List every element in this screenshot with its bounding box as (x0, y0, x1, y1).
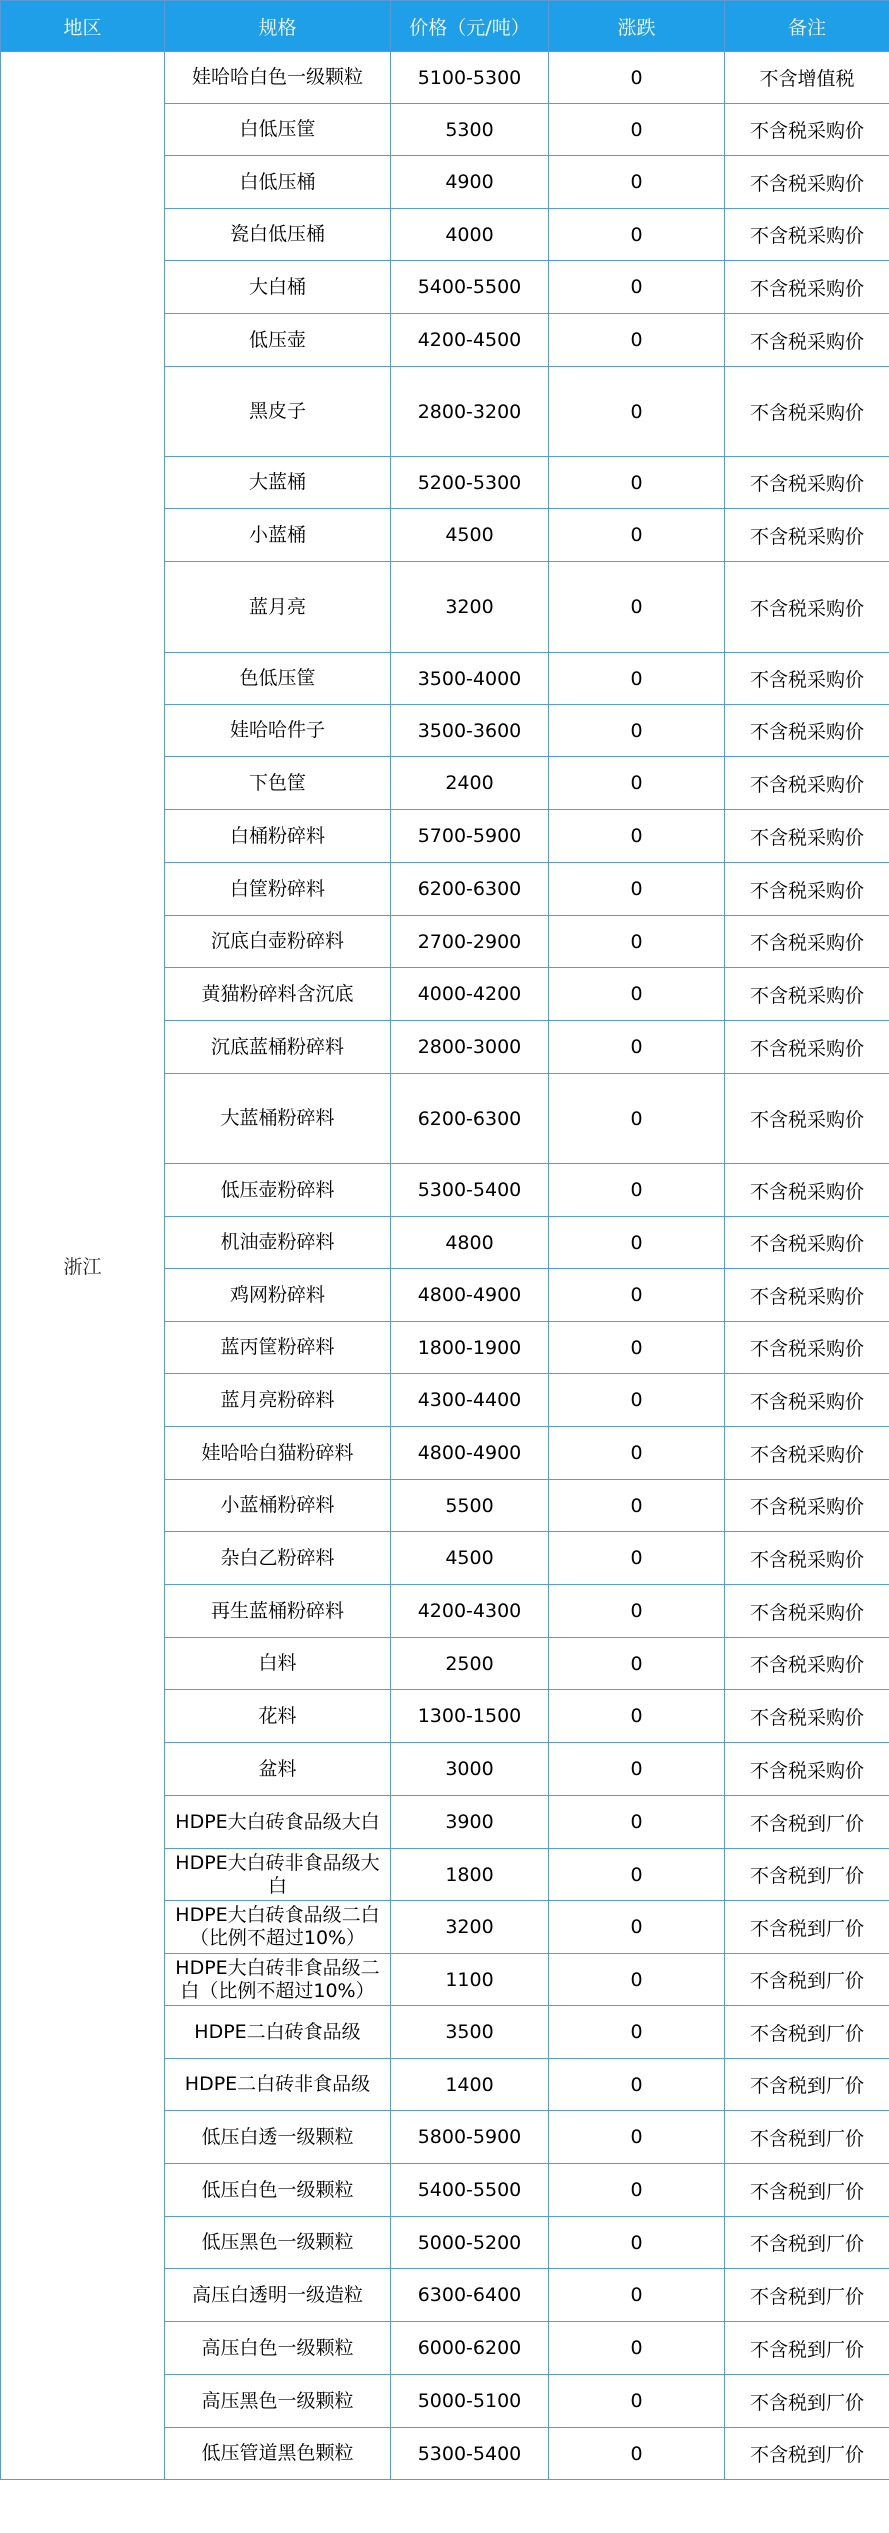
price-cell: 6200-6300 (391, 863, 549, 916)
spec-cell: 大白桶 (165, 261, 391, 314)
price-cell: 5000-5100 (391, 2375, 549, 2428)
price-cell: 2400 (391, 757, 549, 810)
change-cell: 0 (549, 1585, 725, 1638)
change-cell: 0 (549, 2269, 725, 2322)
note-cell: 不含税采购价 (725, 209, 889, 261)
spec-cell: 高压白透明一级造粒 (165, 2269, 391, 2322)
change-cell: 0 (549, 1901, 725, 1954)
spec-cell: 白桶粉碎料 (165, 810, 391, 863)
price-cell: 5000-5200 (391, 2217, 549, 2269)
spec-cell: 低压白色一级颗粒 (165, 2164, 391, 2217)
note-cell: 不含税到厂价 (725, 2006, 889, 2059)
change-cell: 0 (549, 1796, 725, 1849)
note-cell: 不含税采购价 (725, 757, 889, 810)
change-cell: 0 (549, 509, 725, 562)
spec-cell: 娃哈哈白色一级颗粒 (165, 52, 391, 104)
price-cell: 2500 (391, 1638, 549, 1690)
note-cell: 不含税采购价 (725, 705, 889, 757)
change-cell: 0 (549, 1164, 725, 1217)
spec-cell: 黑皮子 (165, 367, 391, 457)
spec-cell: 低压白透一级颗粒 (165, 2111, 391, 2164)
note-cell: 不含税采购价 (725, 1427, 889, 1480)
change-cell: 0 (549, 653, 725, 705)
spec-cell: 盆料 (165, 1743, 391, 1796)
spec-cell: 蓝月亮 (165, 562, 391, 653)
spec-cell: 杂白乙粉碎料 (165, 1532, 391, 1585)
header-note: 备注 (725, 1, 889, 52)
price-cell: 4200-4300 (391, 1585, 549, 1638)
spec-cell: HDPE二白砖食品级 (165, 2006, 391, 2059)
change-cell: 0 (549, 1743, 725, 1796)
price-cell: 5100-5300 (391, 52, 549, 104)
price-cell: 3500-3600 (391, 705, 549, 757)
price-cell: 1800-1900 (391, 1322, 549, 1374)
spec-cell: 黄猫粉碎料含沉底 (165, 968, 391, 1021)
change-cell: 0 (549, 314, 725, 367)
spec-cell: HDPE二白砖非食品级 (165, 2059, 391, 2111)
change-cell: 0 (549, 1074, 725, 1164)
note-cell: 不含税到厂价 (725, 2217, 889, 2269)
note-cell: 不含税采购价 (725, 863, 889, 916)
note-cell: 不含税采购价 (725, 916, 889, 968)
note-cell: 不含税采购价 (725, 1021, 889, 1074)
price-cell: 1300-1500 (391, 1690, 549, 1743)
note-cell: 不含税采购价 (725, 104, 889, 156)
note-cell: 不含税采购价 (725, 1480, 889, 1532)
spec-cell: HDPE大白砖非食品级大白 (165, 1849, 391, 1901)
change-cell: 0 (549, 2428, 725, 2480)
price-cell: 6300-6400 (391, 2269, 549, 2322)
price-cell: 6000-6200 (391, 2322, 549, 2375)
note-cell: 不含税到厂价 (725, 2428, 889, 2480)
price-cell: 4300-4400 (391, 1374, 549, 1427)
change-cell: 0 (549, 1322, 725, 1374)
spec-cell: 瓷白低压桶 (165, 209, 391, 261)
spec-cell: 沉底白壶粉碎料 (165, 916, 391, 968)
price-cell: 2800-3000 (391, 1021, 549, 1074)
change-cell: 0 (549, 2164, 725, 2217)
change-cell: 0 (549, 1269, 725, 1322)
spec-cell: 低压管道黑色颗粒 (165, 2428, 391, 2480)
price-cell: 3900 (391, 1796, 549, 1849)
note-cell: 不含税采购价 (725, 1532, 889, 1585)
change-cell: 0 (549, 1021, 725, 1074)
price-cell: 5400-5500 (391, 261, 549, 314)
price-cell: 4500 (391, 509, 549, 562)
price-cell: 4900 (391, 156, 549, 209)
change-cell: 0 (549, 916, 725, 968)
header-region: 地区 (1, 1, 165, 52)
price-cell: 4000-4200 (391, 968, 549, 1021)
spec-cell: 低压黑色一级颗粒 (165, 2217, 391, 2269)
change-cell: 0 (549, 810, 725, 863)
price-cell: 1400 (391, 2059, 549, 2111)
change-cell: 0 (549, 52, 725, 104)
table-row (1, 52, 889, 104)
note-cell: 不含税到厂价 (725, 1849, 889, 1901)
change-cell: 0 (549, 156, 725, 209)
spec-cell: 小蓝桶粉碎料 (165, 1480, 391, 1532)
note-cell: 不含税到厂价 (725, 2111, 889, 2164)
change-cell: 0 (549, 757, 725, 810)
spec-cell: HDPE大白砖食品级大白 (165, 1796, 391, 1849)
note-cell: 不含税采购价 (725, 1743, 889, 1796)
change-cell: 0 (549, 2322, 725, 2375)
spec-cell: 蓝丙筐粉碎料 (165, 1322, 391, 1374)
price-cell: 5300 (391, 104, 549, 156)
header-price: 价格（元/吨） (391, 1, 549, 52)
spec-cell: 机油壶粉碎料 (165, 1217, 391, 1269)
note-cell: 不含税采购价 (725, 562, 889, 653)
change-cell: 0 (549, 1217, 725, 1269)
price-cell: 4800-4900 (391, 1269, 549, 1322)
spec-cell: 白低压筐 (165, 104, 391, 156)
price-cell: 3000 (391, 1743, 549, 1796)
change-cell: 0 (549, 104, 725, 156)
note-cell: 不含税采购价 (725, 968, 889, 1021)
spec-cell: 低压壶粉碎料 (165, 1164, 391, 1217)
price-cell: 4800 (391, 1217, 549, 1269)
spec-cell: 下色筐 (165, 757, 391, 810)
header-row (1, 1, 889, 52)
spec-cell: 白筐粉碎料 (165, 863, 391, 916)
spec-cell: 鸡网粉碎料 (165, 1269, 391, 1322)
note-cell: 不含税到厂价 (725, 1954, 889, 2006)
region-cell: 浙江 (1, 52, 165, 2480)
price-cell: 5200-5300 (391, 457, 549, 509)
price-cell: 1800 (391, 1849, 549, 1901)
spec-cell: 再生蓝桶粉碎料 (165, 1585, 391, 1638)
note-cell: 不含增值税 (725, 52, 889, 104)
change-cell: 0 (549, 209, 725, 261)
note-cell: 不含税采购价 (725, 1585, 889, 1638)
price-cell: 5800-5900 (391, 2111, 549, 2164)
spec-cell: HDPE大白砖非食品级二白（比例不超过10%） (165, 1954, 391, 2006)
note-cell: 不含税采购价 (725, 653, 889, 705)
price-cell: 6200-6300 (391, 1074, 549, 1164)
note-cell: 不含税采购价 (725, 1164, 889, 1217)
change-cell: 0 (549, 562, 725, 653)
spec-cell: 白低压桶 (165, 156, 391, 209)
spec-cell: 娃哈哈白猫粉碎料 (165, 1427, 391, 1480)
note-cell: 不含税到厂价 (725, 2059, 889, 2111)
note-cell: 不含税到厂价 (725, 2375, 889, 2428)
spec-cell: 蓝月亮粉碎料 (165, 1374, 391, 1427)
note-cell: 不含税采购价 (725, 1638, 889, 1690)
note-cell: 不含税采购价 (725, 314, 889, 367)
note-cell: 不含税采购价 (725, 367, 889, 457)
note-cell: 不含税到厂价 (725, 2269, 889, 2322)
change-cell: 0 (549, 1849, 725, 1901)
price-cell: 2800-3200 (391, 367, 549, 457)
note-cell: 不含税采购价 (725, 1322, 889, 1374)
spec-cell: 高压白色一级颗粒 (165, 2322, 391, 2375)
price-cell: 3500-4000 (391, 653, 549, 705)
change-cell: 0 (549, 1480, 725, 1532)
spec-cell: 低压壶 (165, 314, 391, 367)
price-cell: 5400-5500 (391, 2164, 549, 2217)
price-cell: 3200 (391, 1901, 549, 1954)
price-cell: 4800-4900 (391, 1427, 549, 1480)
price-cell: 2700-2900 (391, 916, 549, 968)
note-cell: 不含税采购价 (725, 1374, 889, 1427)
change-cell: 0 (549, 2111, 725, 2164)
price-cell: 5300-5400 (391, 2428, 549, 2480)
change-cell: 0 (549, 2059, 725, 2111)
price-cell: 4200-4500 (391, 314, 549, 367)
note-cell: 不含税采购价 (725, 509, 889, 562)
change-cell: 0 (549, 705, 725, 757)
change-cell: 0 (549, 2375, 725, 2428)
note-cell: 不含税采购价 (725, 1217, 889, 1269)
price-cell: 4500 (391, 1532, 549, 1585)
price-cell: 3200 (391, 562, 549, 653)
spec-cell: 大蓝桶粉碎料 (165, 1074, 391, 1164)
note-cell: 不含税到厂价 (725, 1901, 889, 1954)
change-cell: 0 (549, 457, 725, 509)
change-cell: 0 (549, 1532, 725, 1585)
table-body (1, 52, 889, 2480)
price-cell: 1100 (391, 1954, 549, 2006)
change-cell: 0 (549, 2217, 725, 2269)
header-change: 涨跌 (549, 1, 725, 52)
change-cell: 0 (549, 1427, 725, 1480)
spec-cell: 花料 (165, 1690, 391, 1743)
spec-cell: 白料 (165, 1638, 391, 1690)
change-cell: 0 (549, 863, 725, 916)
spec-cell: 高压黑色一级颗粒 (165, 2375, 391, 2428)
note-cell: 不含税采购价 (725, 457, 889, 509)
note-cell: 不含税采购价 (725, 1074, 889, 1164)
spec-cell: 色低压筐 (165, 653, 391, 705)
note-cell: 不含税采购价 (725, 810, 889, 863)
change-cell: 0 (549, 968, 725, 1021)
note-cell: 不含税采购价 (725, 261, 889, 314)
change-cell: 0 (549, 1638, 725, 1690)
header-spec: 规格 (165, 1, 391, 52)
change-cell: 0 (549, 1690, 725, 1743)
price-cell: 3500 (391, 2006, 549, 2059)
note-cell: 不含税采购价 (725, 1690, 889, 1743)
change-cell: 0 (549, 1954, 725, 2006)
note-cell: 不含税采购价 (725, 1269, 889, 1322)
note-cell: 不含税到厂价 (725, 2164, 889, 2217)
spec-cell: 大蓝桶 (165, 457, 391, 509)
note-cell: 不含税到厂价 (725, 1796, 889, 1849)
spec-cell: 沉底蓝桶粉碎料 (165, 1021, 391, 1074)
spec-cell: HDPE大白砖食品级二白（比例不超过10%） (165, 1901, 391, 1954)
note-cell: 不含税到厂价 (725, 2322, 889, 2375)
price-cell: 5300-5400 (391, 1164, 549, 1217)
spec-cell: 小蓝桶 (165, 509, 391, 562)
price-cell: 4000 (391, 209, 549, 261)
change-cell: 0 (549, 2006, 725, 2059)
note-cell: 不含税采购价 (725, 156, 889, 209)
change-cell: 0 (549, 367, 725, 457)
change-cell: 0 (549, 261, 725, 314)
price-cell: 5500 (391, 1480, 549, 1532)
spec-cell: 娃哈哈件子 (165, 705, 391, 757)
change-cell: 0 (549, 1374, 725, 1427)
price-cell: 5700-5900 (391, 810, 549, 863)
